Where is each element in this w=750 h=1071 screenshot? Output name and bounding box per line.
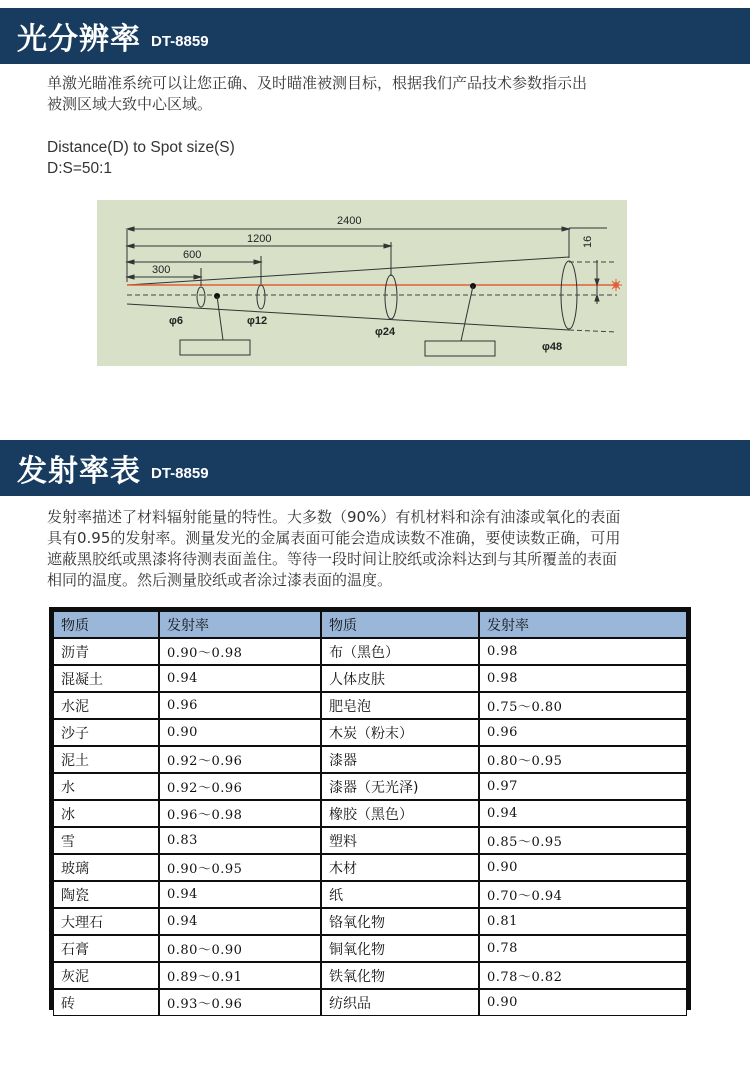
distance-label-1200: 1200 — [247, 233, 272, 245]
material-cell: 塑料 — [321, 827, 479, 854]
emissivity-cell: 0.94 — [159, 881, 321, 908]
emissivity-description — [47, 507, 717, 591]
dim-arrows — [127, 227, 607, 304]
spec-label: Distance(D) to Spot size(S) — [47, 139, 235, 156]
material-cell: 泥土 — [53, 746, 159, 773]
material-cell: 纺织品 — [321, 989, 479, 1016]
emissivity-cell: 0.90～0.95 — [159, 854, 321, 881]
material-cell: 铬氧化物 — [321, 908, 479, 935]
spot-label-24: φ24 — [375, 326, 396, 338]
target-box-near — [180, 340, 250, 355]
column-header: 发射率 — [479, 611, 687, 638]
material-cell: 混凝土 — [53, 665, 159, 692]
model-number: DT-8859 — [151, 464, 209, 482]
emissivity-cell: 0.78～0.82 — [479, 962, 687, 989]
target-leader-near — [217, 296, 223, 340]
emissivity-cell: 0.75～0.80 — [479, 692, 687, 719]
spot-ellipse-24 — [385, 275, 397, 319]
emissivity-cell: 0.90 — [159, 719, 321, 746]
distance-label-2400: 2400 — [337, 215, 362, 227]
description-line: 相同的温度。然后测量胶纸或者涂过漆表面的温度。 — [47, 571, 393, 589]
table-row — [53, 827, 687, 854]
emissivity-cell: 0.70～0.94 — [479, 881, 687, 908]
emissivity-cell: 0.90～0.98 — [159, 638, 321, 665]
column-header: 物质 — [321, 611, 479, 638]
emissivity-cell: 0.96 — [159, 692, 321, 719]
section-title: 光分辨率 — [17, 22, 141, 57]
diagram-svg — [97, 200, 627, 366]
table-row — [53, 719, 687, 746]
material-cell: 肥皂泡 — [321, 692, 479, 719]
table-row — [53, 638, 687, 665]
table-header-row — [53, 611, 687, 638]
material-cell: 大理石 — [53, 908, 159, 935]
emissivity-cell: 0.80～0.90 — [159, 935, 321, 962]
emissivity-cell: 0.85～0.95 — [479, 827, 687, 854]
spot-label-48: φ48 — [542, 341, 563, 353]
spot-ellipse-12 — [257, 285, 265, 309]
material-cell: 漆器（无光泽) — [321, 773, 479, 800]
material-cell: 水泥 — [53, 692, 159, 719]
table-row — [53, 746, 687, 773]
spot-ellipse-6 — [197, 287, 205, 307]
emissivity-cell: 0.96 — [479, 719, 687, 746]
material-cell: 漆器 — [321, 746, 479, 773]
emissivity-cell: 0.92～0.96 — [159, 773, 321, 800]
table-body — [53, 638, 687, 1016]
material-cell: 灰泥 — [53, 962, 159, 989]
offset-label-16: 16 — [582, 235, 594, 248]
table-row — [53, 908, 687, 935]
emissivity-cell: 0.80～0.95 — [479, 746, 687, 773]
material-cell: 砖 — [53, 989, 159, 1016]
emissivity-cell: 0.83 — [159, 827, 321, 854]
material-cell: 布（黑色） — [321, 638, 479, 665]
table-row — [53, 692, 687, 719]
table-row — [53, 935, 687, 962]
emissivity-cell: 0.98 — [479, 638, 687, 665]
emissivity-cell: 0.92～0.96 — [159, 746, 321, 773]
emissivity-cell: 0.81 — [479, 908, 687, 935]
emissivity-cell: 0.90 — [479, 854, 687, 881]
material-cell: 铁氧化物 — [321, 962, 479, 989]
distance-spot-spec — [47, 137, 235, 179]
emissivity-cell: 0.94 — [479, 800, 687, 827]
model-number: DT-8859 — [151, 32, 209, 50]
table-row — [53, 881, 687, 908]
column-header: 发射率 — [159, 611, 321, 638]
distance-label-300: 300 — [152, 264, 171, 276]
description-line: 被测区域大致中心区域。 — [47, 95, 213, 113]
material-cell: 铜氧化物 — [321, 935, 479, 962]
section-banner-resolution — [0, 8, 750, 64]
offset-dash-bottom — [569, 330, 617, 332]
description-line: 具有0.95的发射率。测量发光的金属表面可能会造成读数不准确，要使读数正确，可用 — [47, 529, 621, 547]
emissivity-cell: 0.94 — [159, 908, 321, 935]
material-cell: 橡胶（黑色） — [321, 800, 479, 827]
emissivity-cell: 0.78 — [479, 935, 687, 962]
material-cell: 石膏 — [53, 935, 159, 962]
material-cell: 玻璃 — [53, 854, 159, 881]
material-cell: 冰 — [53, 800, 159, 827]
cone-upper-line — [127, 257, 569, 285]
resolution-description — [47, 73, 707, 115]
table-row — [53, 800, 687, 827]
emissivity-cell: 0.96～0.98 — [159, 800, 321, 827]
section-title: 发射率表 — [17, 454, 141, 489]
table-row — [53, 854, 687, 881]
material-cell: 水 — [53, 773, 159, 800]
distance-label-600: 600 — [183, 249, 202, 261]
section-banner-emissivity — [0, 440, 750, 496]
description-line: 发射率描述了材料辐射能量的特性。大多数（90%）有机材料和涂有油漆或氧化的表面 — [47, 508, 621, 526]
table-row — [53, 989, 687, 1016]
emissivity-cell: 0.93～0.96 — [159, 989, 321, 1016]
emissivity-cell: 0.97 — [479, 773, 687, 800]
target-leader-far — [461, 286, 473, 341]
spot-label-12: φ12 — [247, 315, 268, 327]
emissivity-cell: 0.94 — [159, 665, 321, 692]
emissivity-cell: 0.98 — [479, 665, 687, 692]
spot-label-6: φ6 — [169, 315, 183, 327]
material-cell: 沥青 — [53, 638, 159, 665]
cone-lower-line — [127, 304, 569, 330]
spec-ratio: D:S=50:1 — [47, 160, 113, 177]
emissivity-cell: 0.89～0.91 — [159, 962, 321, 989]
material-cell: 纸 — [321, 881, 479, 908]
table-row — [53, 962, 687, 989]
material-cell: 陶瓷 — [53, 881, 159, 908]
material-cell: 雪 — [53, 827, 159, 854]
laser-dot-icon — [610, 279, 622, 291]
material-cell: 沙子 — [53, 719, 159, 746]
column-header: 物质 — [53, 611, 159, 638]
table-row — [53, 665, 687, 692]
target-box-far — [425, 341, 495, 356]
material-cell: 木炭（粉末） — [321, 719, 479, 746]
material-cell: 木材 — [321, 854, 479, 881]
material-cell: 人体皮肤 — [321, 665, 479, 692]
table-row — [53, 773, 687, 800]
distance-spot-diagram — [97, 200, 627, 366]
description-line: 单激光瞄准系统可以让您正确、及时瞄准被测目标，根据我们产品技术参数指示出 — [47, 74, 588, 92]
description-line: 遮蔽黑胶纸或黑漆将待测表面盖住。等待一段时间让胶纸或涂料达到与其所覆盖的表面 — [47, 550, 618, 568]
emissivity-cell: 0.90 — [479, 989, 687, 1016]
emissivity-table — [49, 607, 691, 1010]
